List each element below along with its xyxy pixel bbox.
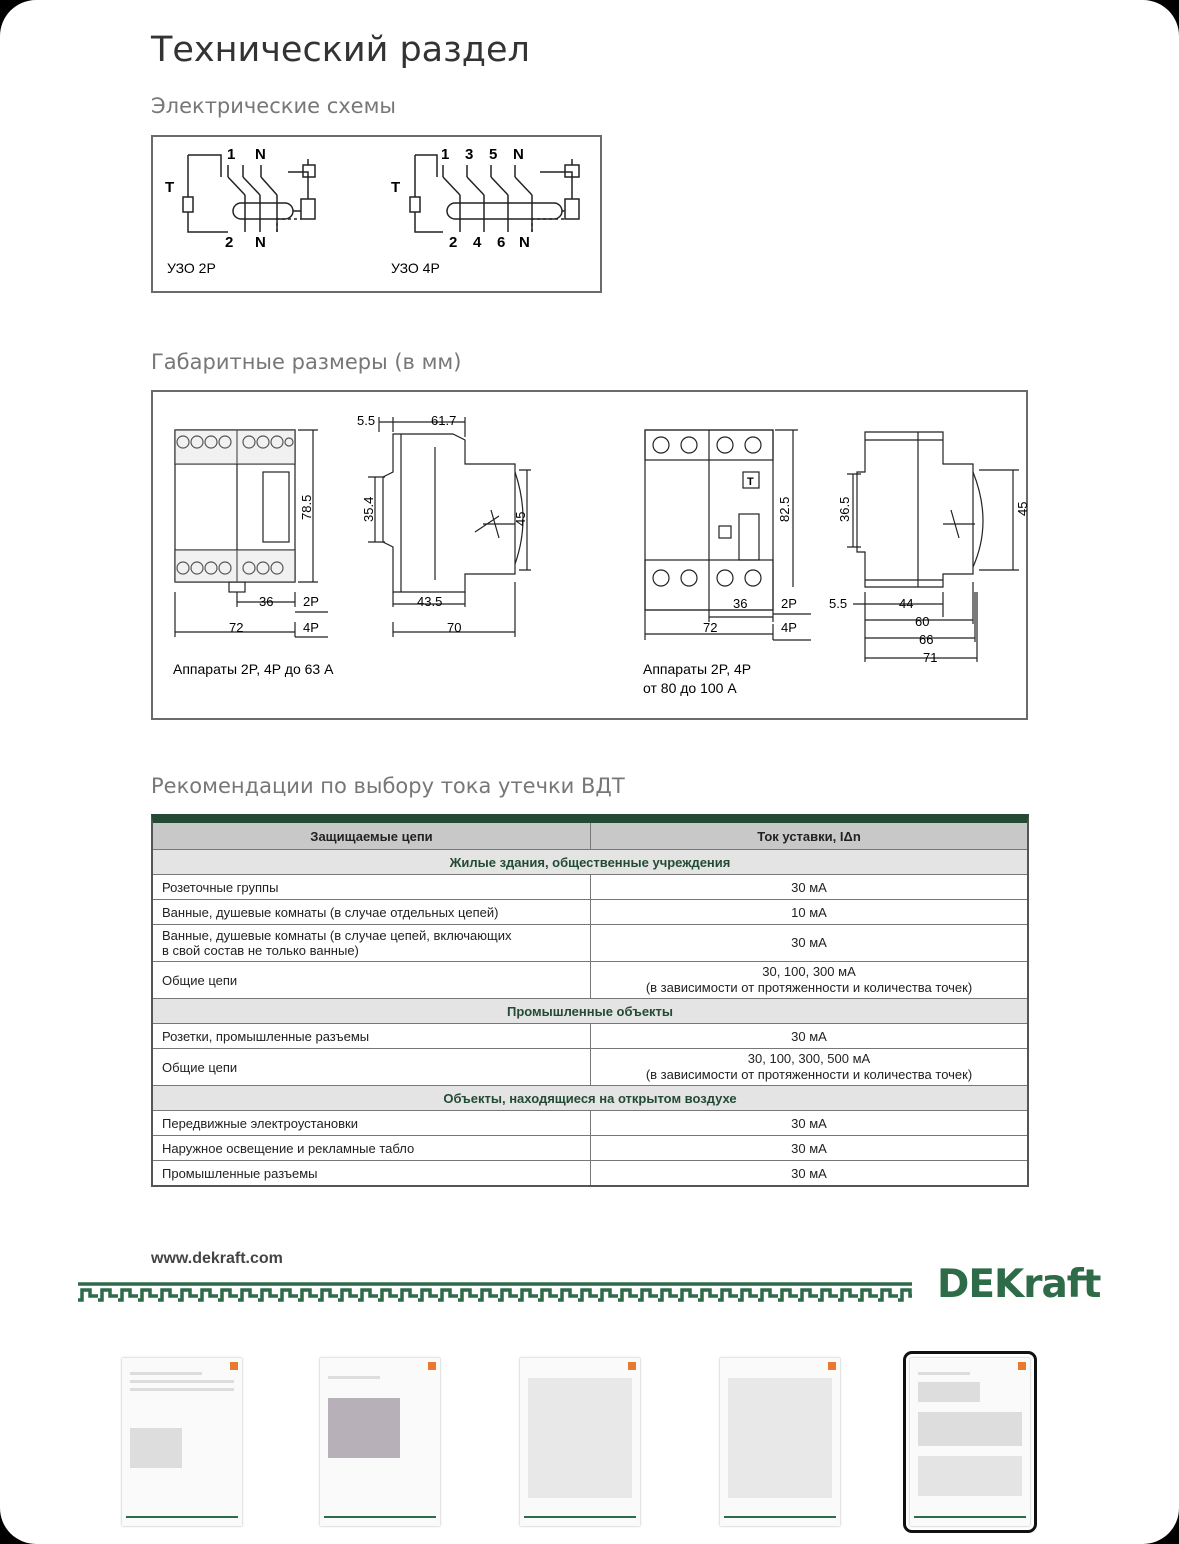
dim-b-43-5: 43.5	[417, 594, 443, 609]
dimensions-heading: Габаритные размеры (в мм)	[151, 350, 462, 374]
dimensions-box	[151, 390, 1028, 720]
scheme-2p-test: T	[165, 179, 175, 196]
cell-current: 30 мА	[791, 1140, 827, 1156]
cell-current	[591, 962, 1027, 998]
page-thumbnail-3[interactable]	[520, 1358, 640, 1526]
cell-circuit: Ванные, душевые комнаты (в случае отдельных цепей)	[153, 900, 591, 924]
dim-d-71: 71	[923, 650, 938, 665]
dim-a-4p: 4P	[303, 620, 319, 635]
table-row	[153, 1049, 1027, 1086]
dim-d-36-5: 36.5	[837, 496, 852, 522]
scheme-4p-term-n-bottom: N	[519, 234, 530, 251]
cell-current-line2: (в зависимости от протяженности и количества точек)	[645, 1067, 973, 1082]
scheme-4p-term-5: 5	[489, 146, 498, 163]
cell-circuit	[153, 925, 591, 961]
dim-b-35-4: 35.4	[361, 496, 376, 522]
scheme-4p-term-2: 2	[449, 234, 458, 251]
dim-a-w36: 36	[259, 594, 274, 609]
scheme-2p-label: УЗО 2P	[167, 260, 216, 276]
cell-circuit-line1: Ванные, душевые комнаты (в случае цепей, включающих	[162, 928, 512, 943]
dekraft-logo: DEKraft	[937, 1262, 1101, 1307]
cell-circuit: Общие цепи	[153, 962, 591, 998]
cell-current	[591, 1049, 1027, 1085]
table-heading: Рекомендации по выбору тока утечки ВДТ	[151, 774, 625, 798]
scheme-drawings	[153, 137, 604, 295]
table-header-row	[153, 823, 1027, 850]
table-row	[153, 1111, 1027, 1136]
scheme-4p-label: УЗО 4P	[391, 260, 440, 276]
dim-d-45: 45	[1015, 501, 1030, 516]
cell-circuit: Наружное освещение и рекламные табло	[153, 1136, 591, 1160]
dim-d-66: 66	[919, 632, 934, 647]
schemes-heading: Электрические схемы	[151, 94, 397, 118]
header-circuits: Защищаемые цепи	[153, 823, 591, 849]
dim-d-44: 44	[899, 596, 914, 611]
cell-current-line2: (в зависимости от протяженности и количества точек)	[645, 980, 973, 995]
page-thumbnail-1[interactable]	[122, 1358, 242, 1526]
scheme-4p-term-4: 4	[473, 234, 482, 251]
leakage-current-table	[151, 814, 1029, 1187]
dim-b-61-7: 61.7	[431, 413, 457, 428]
section-residential: Жилые здания, общественные учреждения	[153, 850, 1027, 875]
dim-c-2p: 2P	[781, 596, 797, 611]
dim-a-w72: 72	[229, 620, 244, 635]
dim-c-4p: 4P	[781, 620, 797, 635]
schemes-box	[151, 135, 602, 293]
scheme-4p-term-6: 6	[497, 234, 506, 251]
cell-current: 30 мА	[791, 1165, 827, 1181]
dim-a-height: 78.5	[299, 494, 314, 520]
page-thumbnail-5-selected[interactable]	[910, 1358, 1030, 1526]
dim-c-height: 82.5	[777, 496, 792, 522]
cell-circuit: Розетки, промышленные разъемы	[153, 1024, 591, 1048]
cell-circuit: Общие цепи	[153, 1049, 591, 1085]
table-row	[153, 925, 1027, 962]
cell-circuit: Промышленные разъемы	[153, 1161, 591, 1185]
dimension-drawings	[153, 392, 1030, 722]
scheme-4p-term-3: 3	[465, 146, 474, 163]
table-row	[153, 875, 1027, 900]
cell-current: 30 мА	[791, 1115, 827, 1131]
table-row	[153, 1136, 1027, 1161]
dim-b-45: 45	[513, 511, 528, 526]
table-row	[153, 1024, 1027, 1049]
cell-current: 30 мА	[791, 935, 827, 950]
dim-c-w72: 72	[703, 620, 718, 635]
table-row	[153, 962, 1027, 999]
dim-c-test: T	[747, 476, 754, 488]
page-thumbnail-2[interactable]	[320, 1358, 440, 1526]
dim-d-60: 60	[915, 614, 930, 629]
page-title: Технический раздел	[151, 30, 530, 70]
cell-current-line1: 30, 100, 300 мА	[762, 964, 856, 979]
cell-current: 10 мА	[791, 904, 827, 920]
section-industrial: Промышленные объекты	[153, 999, 1027, 1024]
scheme-2p-term-1: 1	[227, 146, 236, 163]
website-link[interactable]: www.dekraft.com	[151, 1250, 283, 1267]
greek-key-border	[78, 1280, 912, 1304]
cell-current: 30 мА	[791, 1028, 827, 1044]
cell-circuit: Розеточные группы	[153, 875, 591, 899]
cell-current: 30 мА	[791, 879, 827, 895]
dim-a-2p: 2P	[303, 594, 319, 609]
scheme-2p-term-n: N	[255, 146, 266, 163]
table-row	[153, 1161, 1027, 1185]
section-outdoor: Объекты, находящиеся на открытом воздухе	[153, 1086, 1027, 1111]
dim-b-70: 70	[447, 620, 462, 635]
cell-current-line1: 30, 100, 300, 500 мА	[747, 1051, 871, 1066]
header-current: Ток уставки, IΔn	[757, 828, 861, 844]
dim-c-caption1: Аппараты 2P, 4P	[643, 661, 752, 677]
cell-circuit-line2: в свой состав не только ванные)	[162, 943, 359, 958]
dim-c-caption2: от 80 до 100 А	[643, 680, 737, 696]
scheme-4p-test: T	[391, 179, 401, 196]
table-row	[153, 900, 1027, 925]
dim-d-5-5: 5.5	[829, 596, 848, 611]
page-thumbnail-4[interactable]	[720, 1358, 840, 1526]
dim-c-w36: 36	[733, 596, 748, 611]
scheme-2p-term-2: 2	[225, 234, 234, 251]
scheme-4p-term-1: 1	[441, 146, 450, 163]
dim-b-5-5: 5.5	[357, 413, 376, 428]
scheme-2p-term-n-bottom: N	[255, 234, 266, 251]
dim-a-caption: Аппараты 2P, 4P до 63 А	[173, 661, 334, 677]
cell-circuit: Передвижные электроустановки	[153, 1111, 591, 1135]
scheme-4p-term-n: N	[513, 146, 524, 163]
